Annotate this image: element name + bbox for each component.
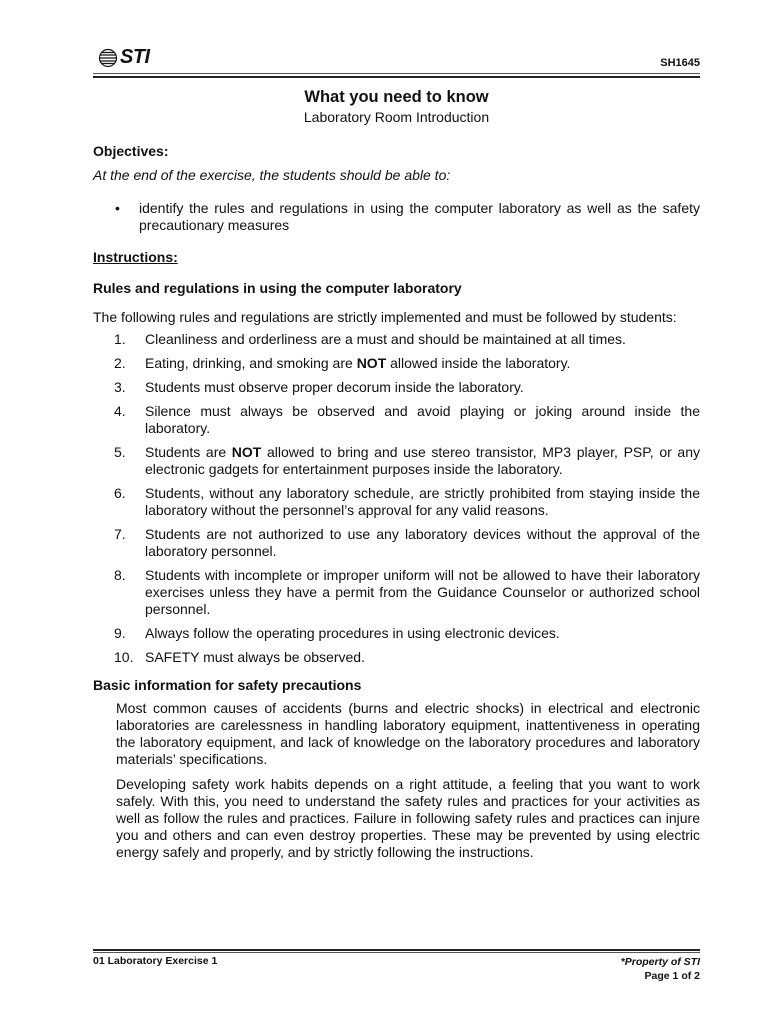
rule-item xyxy=(93,649,700,666)
rule-text: Eating, drinking, and smoking are xyxy=(145,355,357,371)
rules-intro: The following rules and regulations are strictly implemented and must be followed by students: xyxy=(93,309,677,325)
footer-exercise-label: 01 Laboratory Exercise 1 xyxy=(93,955,218,967)
rule-text: Cleanliness and orderliness are a must and should be maintained at all times. xyxy=(145,331,626,347)
rule-number: 9. xyxy=(114,625,126,641)
rule-item xyxy=(93,331,700,348)
rules-heading: Rules and regulations in using the computer laboratory xyxy=(93,280,462,296)
rule-text: Students with incomplete or improper uniform will not be allowed to have their laboratory exercises unless they have a permit from the Guidance Counselor or authorized school personnel. xyxy=(145,567,700,617)
bullet-icon: • xyxy=(115,200,120,216)
footer-property: *Property of STI xyxy=(620,956,700,968)
safety-paragraph: Most common causes of accidents (burns and electric shocks) in electrical and electronic laboratories are carelessness in handling laboratory equipment, inattentiveness in operating the laboratory equipment, and lack of knowledge on the laboratory procedures and laboratory materials’ specifications. xyxy=(116,700,700,767)
objectives-heading: Objectives: xyxy=(93,143,169,159)
objective-text: identify the rules and regulations in using the computer laboratory as well as the safety precautionary measures xyxy=(139,200,700,233)
rule-emphasis: NOT xyxy=(231,444,262,460)
rule-item xyxy=(93,403,700,437)
rule-item xyxy=(93,444,700,478)
document-code: SH1645 xyxy=(660,57,700,69)
rule-item xyxy=(93,355,700,372)
objectives-intro: At the end of the exercise, the students should be able to: xyxy=(93,167,451,183)
rule-text: Students must observe proper decorum inside the laboratory. xyxy=(145,379,524,395)
rule-text: SAFETY must always be observed. xyxy=(145,649,365,665)
objectives-list xyxy=(93,200,700,234)
rule-number: 6. xyxy=(114,485,126,501)
footer-right xyxy=(621,955,700,983)
rule-number: 2. xyxy=(114,355,126,371)
rule-number: 1. xyxy=(114,331,126,347)
rule-item xyxy=(93,567,700,618)
rules-list xyxy=(93,331,700,666)
rule-number: 10. xyxy=(114,649,134,665)
instructions-heading: Instructions: xyxy=(93,249,178,265)
rule-number: 8. xyxy=(114,567,126,583)
sti-logo xyxy=(97,46,150,69)
rule-number: 7. xyxy=(114,526,126,542)
sti-logo-icon xyxy=(97,48,119,68)
objective-item xyxy=(93,200,700,234)
page-title: What you need to know xyxy=(304,88,489,106)
rule-emphasis: NOT xyxy=(356,355,387,371)
safety-heading: Basic information for safety precautions xyxy=(93,677,362,693)
rule-text: Students are not authorized to use any laboratory devices without the approval of the laboratory personnel. xyxy=(145,526,700,559)
header-divider xyxy=(93,73,700,78)
rule-number: 3. xyxy=(114,379,126,395)
rule-text: Students, without any laboratory schedule, are strictly prohibited from staying inside the laboratory without the personnel’s approval for any valid reasons. xyxy=(145,485,700,518)
footer-divider xyxy=(93,949,700,953)
rule-item xyxy=(93,485,700,519)
rule-item xyxy=(93,379,700,396)
rule-text: Students are xyxy=(145,444,232,460)
rule-item xyxy=(93,625,700,642)
rule-text-continued: allowed to bring and use stereo transistor, MP3 player, PSP, or any electronic gadgets for entertainment purposes inside the laboratory. xyxy=(145,444,700,477)
rule-text: Always follow the operating procedures in using electronic devices. xyxy=(145,625,560,641)
rule-number: 5. xyxy=(114,444,126,460)
rule-text: Silence must always be observed and avoid playing or joking around inside the laboratory. xyxy=(145,403,700,436)
page-subtitle: Laboratory Room Introduction xyxy=(303,109,490,125)
main-content xyxy=(93,86,700,869)
footer-page-number: Page 1 of 2 xyxy=(644,970,700,982)
rule-number: 4. xyxy=(114,403,126,419)
logo-text: STI xyxy=(120,46,150,68)
safety-paragraph: Developing safety work habits depends on a right attitude, a feeling that you want to work safely. With this, you need to understand the safety rules and practices for your activities as well as follow the rules and practices. Failure in following safety rules and practices can injure you and others and can even destroy properties. These may be prevented by using electric energy safely and properly, and by strictly following the instructions. xyxy=(116,776,700,860)
rule-item xyxy=(93,526,700,560)
rule-text-continued: allowed inside the laboratory. xyxy=(386,355,571,371)
